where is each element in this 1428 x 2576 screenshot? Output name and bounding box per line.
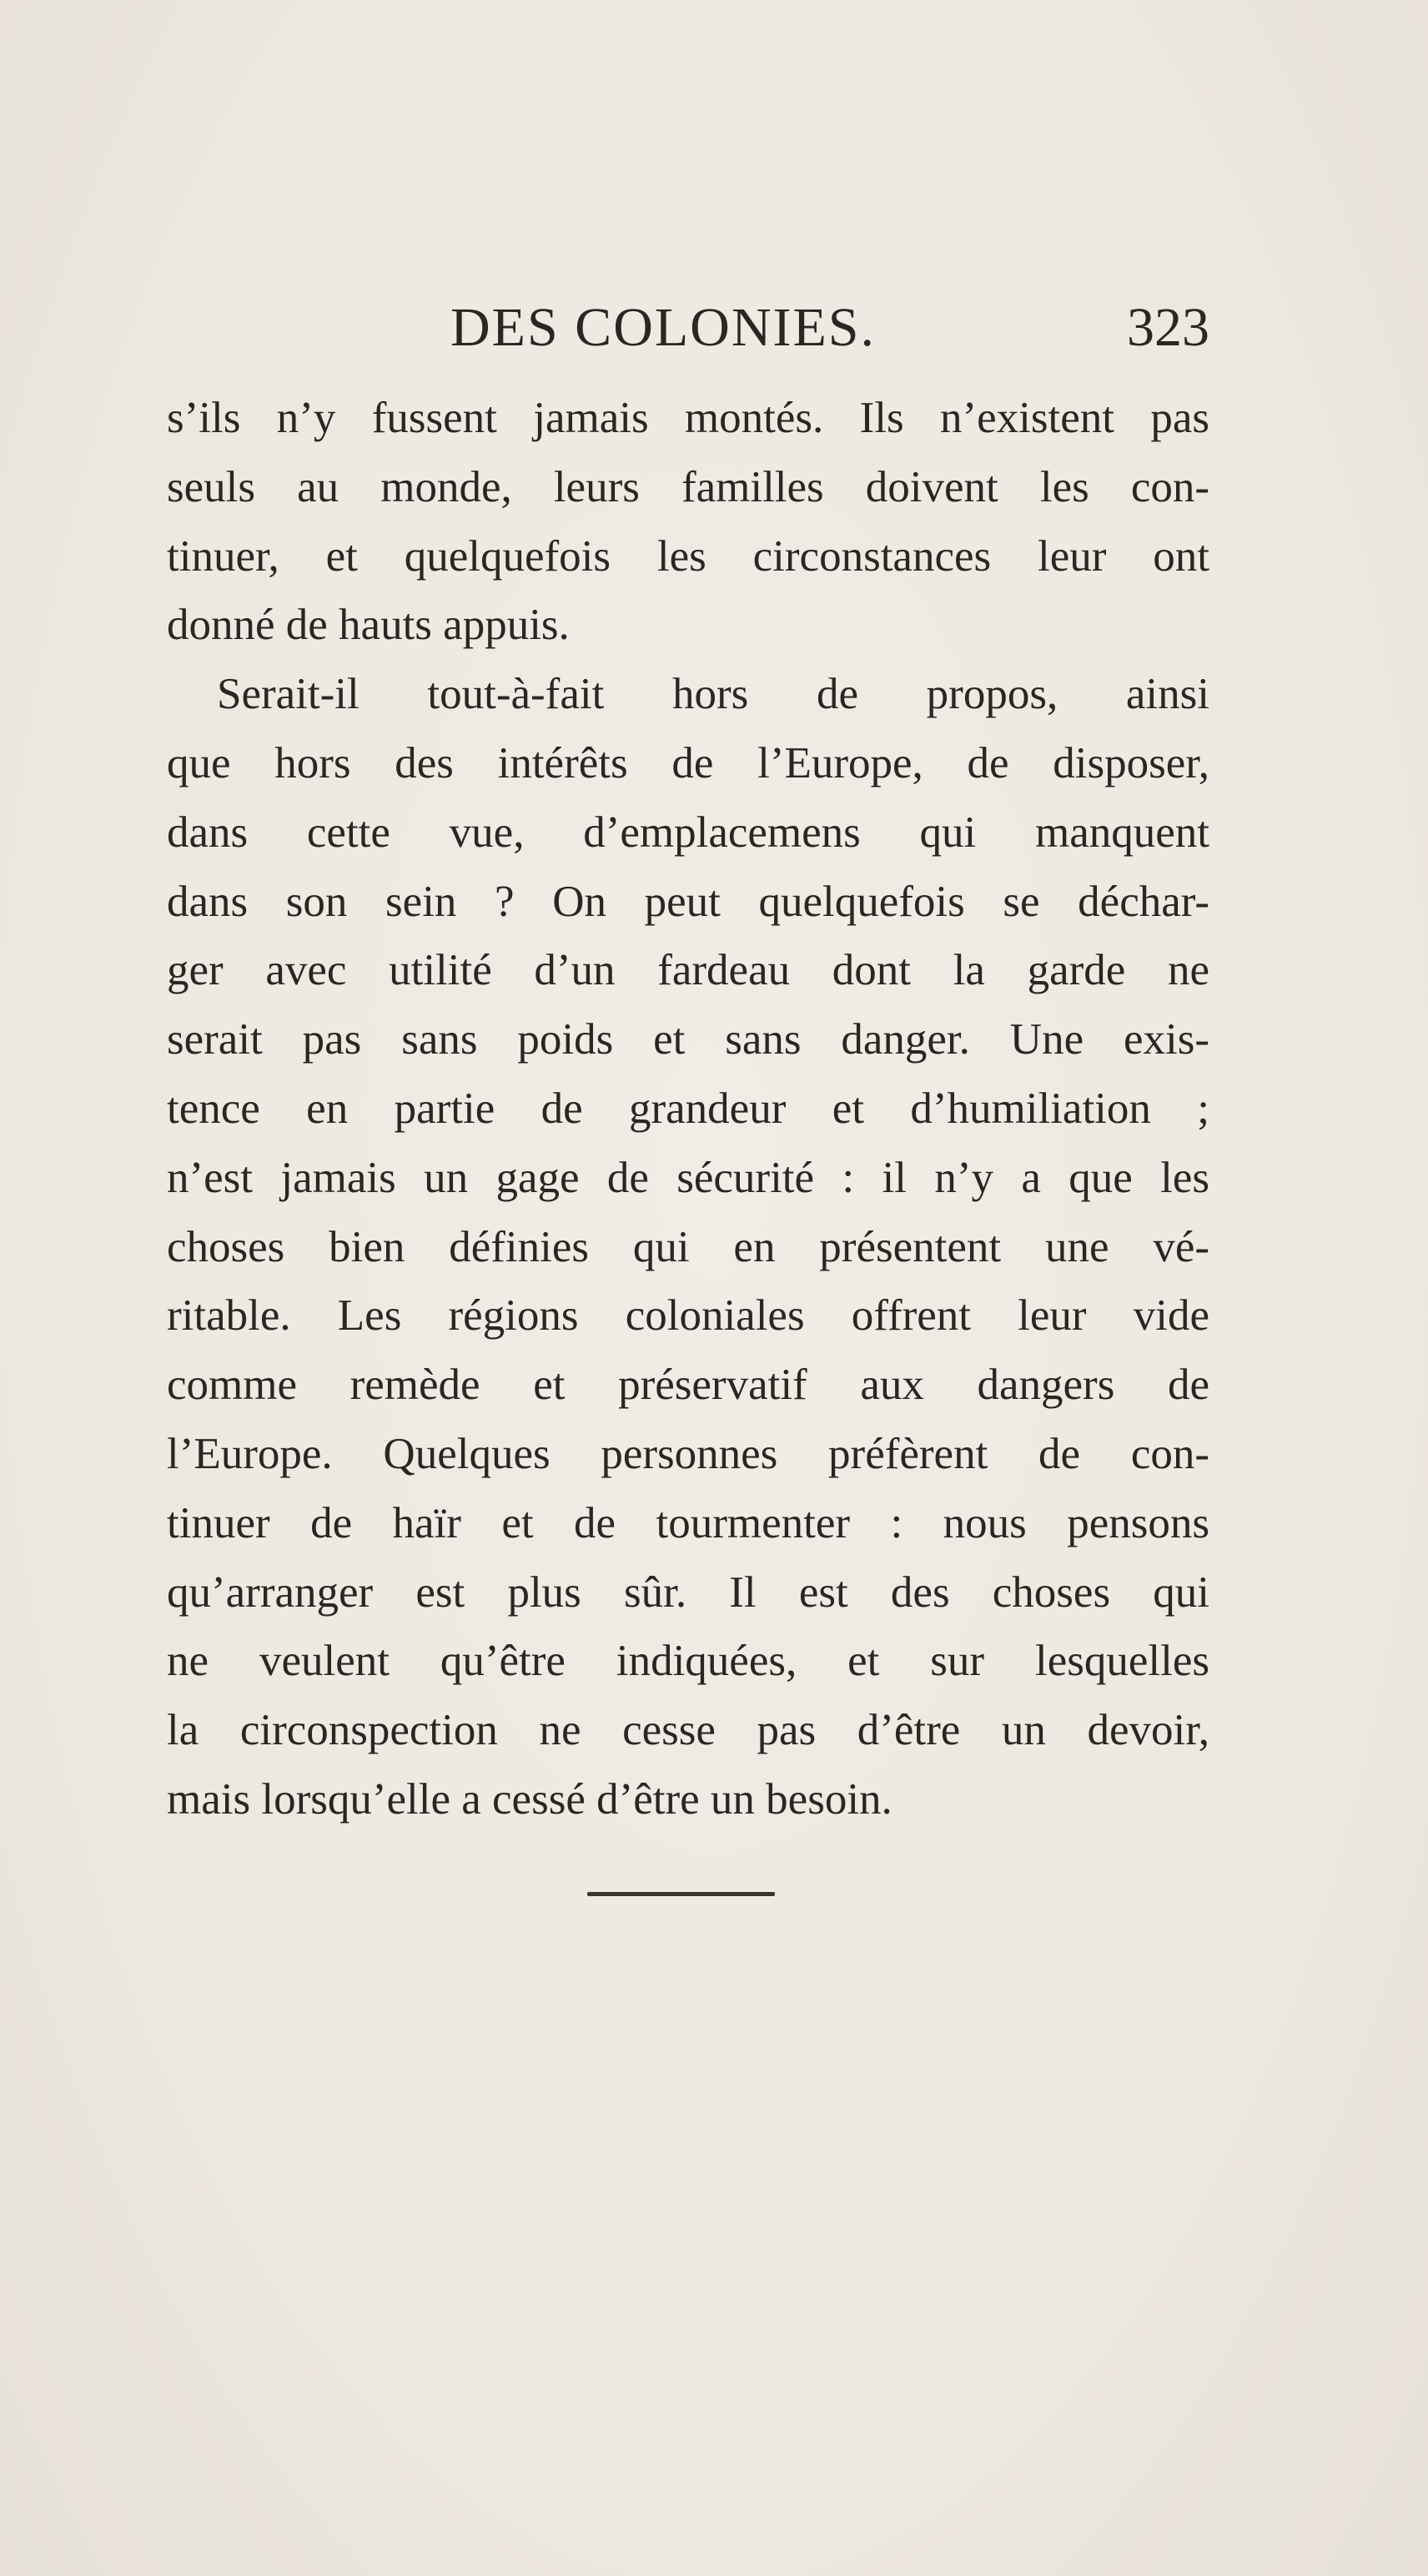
text-line: mais lorsqu’elle a cessé d’être un besoin. xyxy=(167,1774,892,1824)
body-text xyxy=(167,384,1209,1834)
text-line: dans cette vue, d’emplacemens qui manquent xyxy=(167,808,1209,857)
text-line: ne veulent qu’être indiquées, et sur lesquelles xyxy=(167,1637,1209,1686)
text-line: dans son sein ? On peut quelquefois se déchar- xyxy=(167,877,1209,926)
running-title: DES COLONIES. xyxy=(450,297,877,358)
text-line: donné de hauts appuis. xyxy=(167,601,570,650)
text-line: la circonspection ne cesse pas d’être un devoir, xyxy=(167,1706,1209,1755)
text-line: Serait-il tout-à-fait hors de propos, ainsi xyxy=(217,670,1209,719)
text-line: s’ils n’y fussent jamais montés. Ils n’existent pas xyxy=(167,394,1209,442)
text-line: comme remède et préservatif aux dangers de xyxy=(167,1361,1209,1410)
ornament-rule xyxy=(587,1892,775,1896)
page-number: 323 xyxy=(1127,297,1209,358)
text-line: ritable. Les régions coloniales offrent leur vide xyxy=(167,1291,1209,1341)
text-line: seuls au monde, leurs familles doivent les con- xyxy=(167,462,1209,511)
text-line: serait pas sans poids et sans danger. Une exis- xyxy=(167,1015,1209,1064)
text-line: tinuer, et quelquefois les circonstances leur ont xyxy=(167,531,1209,581)
text-line: tinuer de haïr et de tourmenter : nous pensons xyxy=(167,1498,1209,1547)
text-line: ger avec utilité d’un fardeau dont la garde ne xyxy=(167,946,1209,995)
text-line: l’Europe. Quelques personnes préfèrent de con- xyxy=(167,1429,1209,1478)
text-line: n’est jamais un gage de sécurité : il n’y a que les xyxy=(167,1153,1209,1202)
text-line: choses bien définies qui en présentent une vé- xyxy=(167,1222,1209,1271)
text-line: que hors des intérêts de l’Europe, de disposer, xyxy=(167,738,1209,787)
text-line: tence en partie de grandeur et d’humiliation ; xyxy=(167,1084,1209,1133)
text-line: qu’arranger est plus sûr. Il est des choses qui xyxy=(167,1567,1209,1617)
page-header xyxy=(167,296,1209,363)
